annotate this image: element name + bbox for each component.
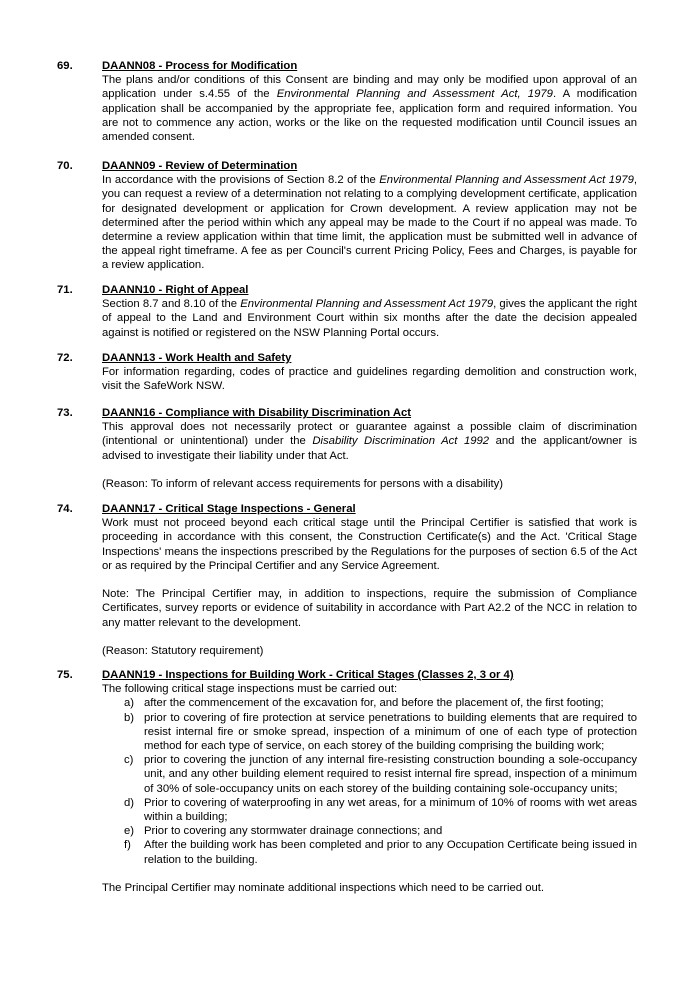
condition-closing: The Principal Certifier may nominate additional inspections which need to be carried out. xyxy=(102,882,545,895)
list-item: d) Prior to covering of waterproofing in any wet areas, for a minimum of 10% of rooms with wet areas within a building; xyxy=(124,796,637,824)
condition-title: DAANN08 - Process for Modification xyxy=(102,60,298,72)
list-item: e) Prior to covering any stormwater drainage connections; and xyxy=(124,825,443,838)
list-item: c) prior to covering the junction of any internal fire-resisting construction bounding a sole-occupancy unit, and any other building element required to resist internal fire spread, inspection of a minimum of 30% of sole-occupancy units on each storey of the building containing sole-occupancy units; xyxy=(124,754,637,795)
condition-number: 74. xyxy=(57,503,73,515)
condition-title: DAANN17 - Critical Stage Inspections - General xyxy=(102,503,356,515)
condition-reason: (Reason: To inform of relevant access requirements for persons with a disability) xyxy=(102,478,504,490)
list-item: f) After the building work has been completed and prior to any Occupation Certificate being issued in relation to the building. xyxy=(124,839,637,866)
list-item: a) after the commencement of the excavation for, and before the placement of, the first footing; xyxy=(124,697,604,710)
condition-number: 69. xyxy=(57,60,73,72)
condition-75 xyxy=(57,668,637,895)
condition-number: 70. xyxy=(57,160,73,172)
condition-74 xyxy=(57,502,637,658)
condition-number: 73. xyxy=(57,407,73,419)
condition-72 xyxy=(57,351,637,394)
condition-number: 71. xyxy=(57,284,73,296)
condition-title: DAANN19 - Inspections for Building Work - Critical Stages (Classes 2, 3 or 4) xyxy=(102,669,514,681)
list-item: b) prior to covering of fire protection at service penetrations to building elements that are required to resist internal fire or smoke spread, inspection of a minimum of one of each type of protection method for each type of service, on each storey of the building comprising the building work; xyxy=(124,711,637,753)
condition-title: DAANN16 - Compliance with Disability Discrimination Act xyxy=(102,407,412,419)
inspection-list xyxy=(102,696,637,866)
condition-number: 72. xyxy=(57,352,73,364)
condition-73 xyxy=(57,406,637,491)
condition-text: Section 8.7 and 8.10 of the Environmental Planning and Assessment Act 1979, gives the applicant the right of appeal to the Land and Environment Court within six months after the date the decision appealed against is notified or registered on the NSW Planning Portal occurs. xyxy=(102,298,637,339)
condition-title: DAANN10 - Right of Appeal xyxy=(102,284,249,296)
condition-text: For information regarding, codes of practice and guidelines regarding demolition and construction work, visit the SafeWork NSW. xyxy=(102,366,637,393)
condition-intro: The following critical stage inspections must be carried out: xyxy=(102,683,398,696)
condition-text: Work must not proceed beyond each critical stage until the Principal Certifier is satisfied that work is proceeding in accordance with this consent, the Construction Certificate(s) and the Act. 'Critical Stage Inspections' means the inspections prescribed by the Regulations for the purposes of section 6.5 of the Act or as required by the Principal Certifier and any Service Agreement. xyxy=(102,517,637,572)
condition-note: Note: The Principal Certifier may, in addition to inspections, require the submission of Compliance Certificates, survey reports or evidence of suitability in accordance with Part A2.2 of the NCC in relation to any matter relevant to the development. xyxy=(102,588,637,629)
condition-text: The plans and/or conditions of this Consent are binding and may only be modified upon approval of an application under s.4.55 of the Environmental Planning and Assessment Act, 1979. A modification application shall be accompanied by the appropriate fee, application form and required information. You are not to commence any action, works or the like on the requested modification until Council issues an amended consent. xyxy=(102,74,638,144)
condition-71 xyxy=(57,283,637,340)
condition-title: DAANN13 - Work Health and Safety xyxy=(102,352,292,364)
condition-70 xyxy=(57,159,637,273)
condition-69 xyxy=(57,59,637,144)
condition-text: In accordance with the provisions of Section 8.2 of the Environmental Planning and Assessment Act 1979, you can request a review of a determination not relating to a complying development certificate, application for designated development or application for Crown development. A review application may not be determined after the period within which any appeal may be made to the Court if no appeal was made. To determine a review application within that time limit, the application must be submitted well in advance of the appeal right timeframe. A fee as per Council's current Pricing Policy, Fees and Charges, is payable for a review application. xyxy=(102,174,637,272)
condition-reason: (Reason: Statutory requirement) xyxy=(102,645,264,657)
condition-title: DAANN09 - Review of Determination xyxy=(102,160,298,172)
condition-number: 75. xyxy=(57,669,73,681)
condition-text: This approval does not necessarily protect or guarantee against a possible claim of discrimination (intentional or unintentional) under the Disability Discrimination Act 1992 and the applicant/owner is advised to investigate their liability under that Act. xyxy=(102,421,637,462)
